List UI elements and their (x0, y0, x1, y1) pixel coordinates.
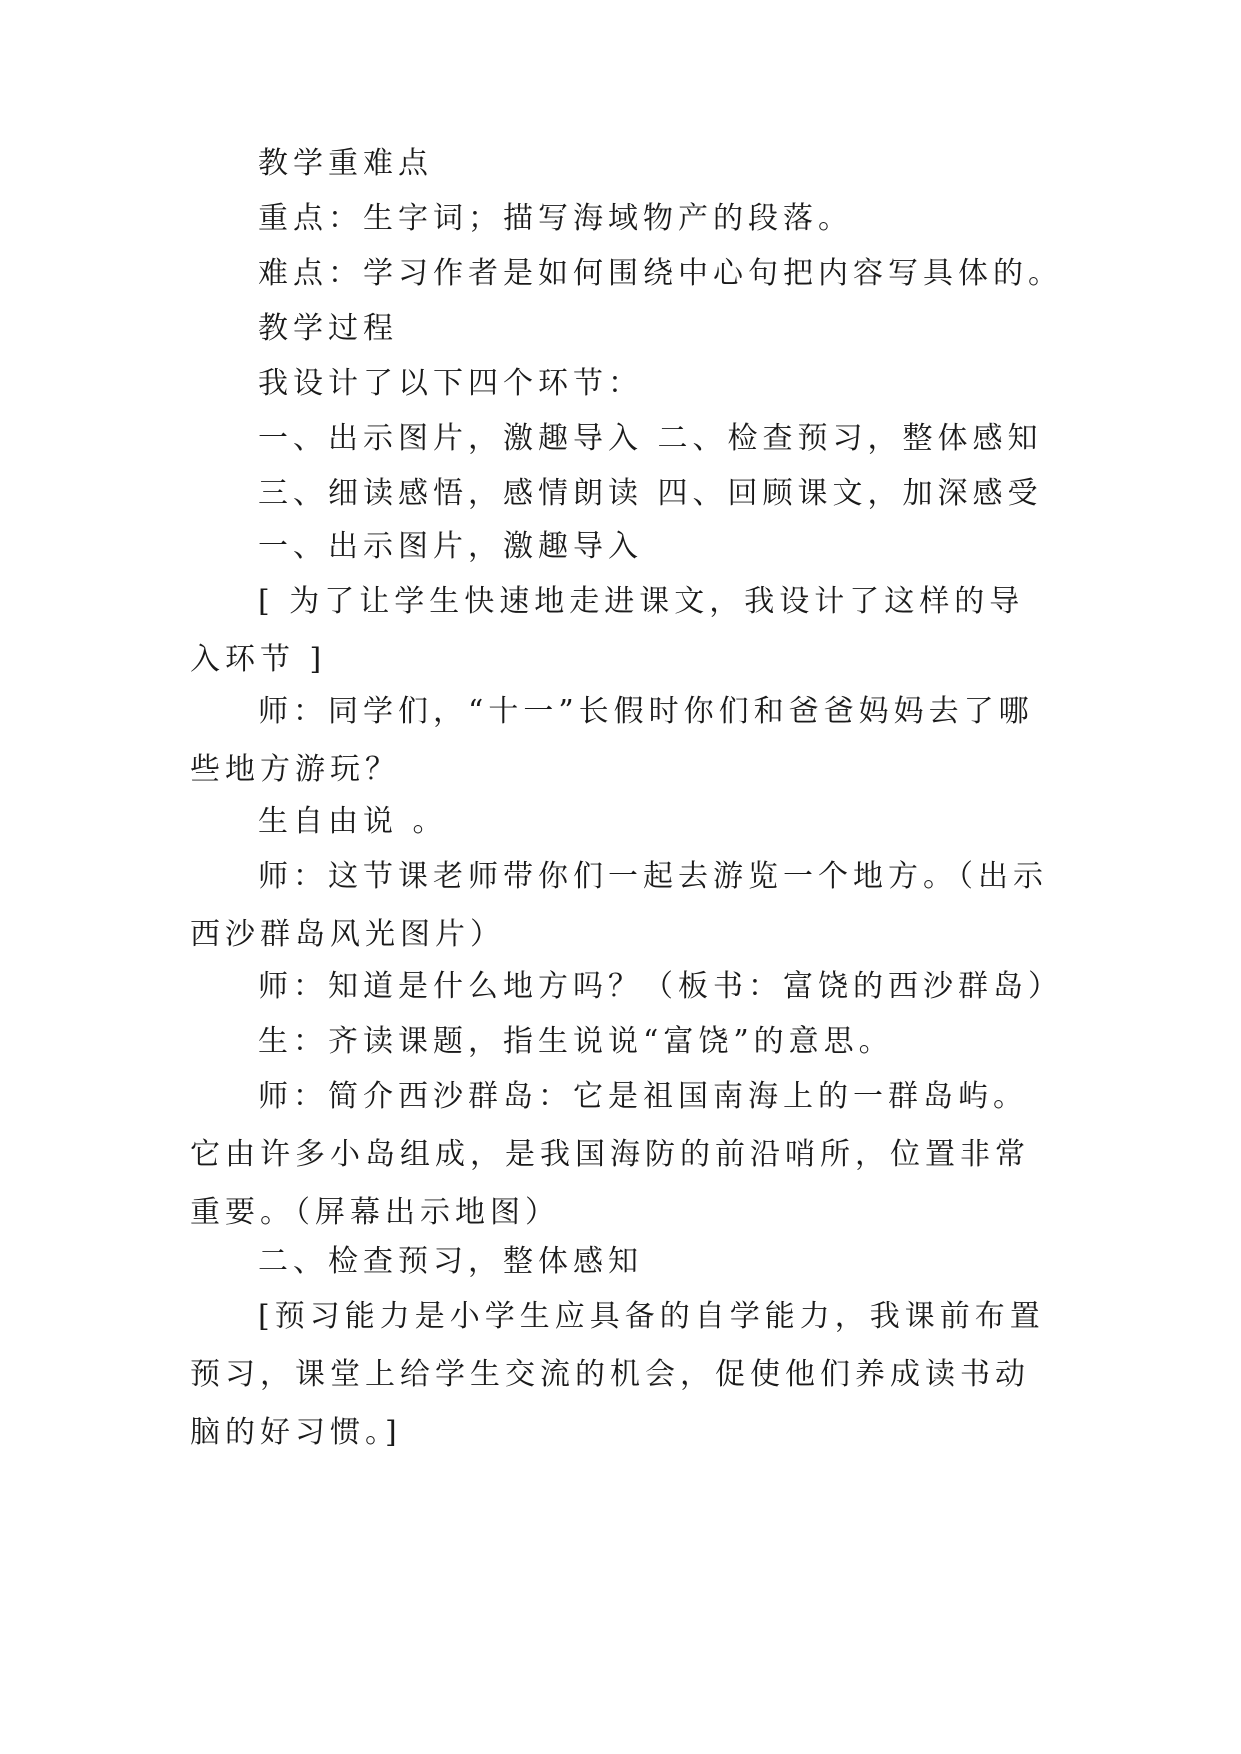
section-1-title: 一、出示图片，激趣导入 (258, 529, 643, 564)
teacher-question-1: 师：同学们，“十一”长假时你们和爸爸妈妈去了哪些地方游玩？ (190, 694, 1034, 787)
teacher-intro-xisha: 师：简介西沙群岛：它是祖国南海上的一群岛屿。它由许多小岛组成，是我国海防的前沿哨所，位置非常重要。（屏幕出示地图） (190, 1079, 1030, 1230)
steps-line-1: 一、出示图片，激趣导入 二、检查预习，整体感知 (258, 421, 1043, 456)
steps-line-2: 三、细读感悟，感情朗读 四、回顾课文，加深感受 (258, 476, 1043, 511)
heading-teaching-process: 教学过程 (258, 311, 398, 346)
student-answer-2: 生：齐读课题，指生说说“富饶”的意思。 (258, 1024, 894, 1059)
teacher-question-3: 师：知道是什么地方吗？（板书：富饶的西沙群岛） (258, 969, 1063, 1004)
section-2-note: [预习能力是小学生应具备的自学能力，我课前布置预习，课堂上给学生交流的机会，促使他们养成读书动脑的好习惯。] (190, 1299, 1045, 1450)
section-2-title: 二、检查预习，整体感知 (258, 1244, 643, 1279)
section-1-note: [ 为了让学生快速地走进课文，我设计了这样的导入环节 ] (190, 584, 1025, 677)
student-answer-1: 生自由说 。 (258, 804, 448, 839)
key-point-text: 重点：生字词；描写海域物产的段落。 (258, 201, 853, 236)
difficult-point-text: 难点：学习作者是如何围绕中心句把内容写具体的。 (258, 256, 1063, 291)
heading-key-points: 教学重难点 (258, 146, 433, 181)
process-intro-text: 我设计了以下四个环节： (258, 366, 643, 401)
teacher-question-2: 师：这节课老师带你们一起去游览一个地方。（出示西沙群岛风光图片） (190, 859, 1048, 952)
